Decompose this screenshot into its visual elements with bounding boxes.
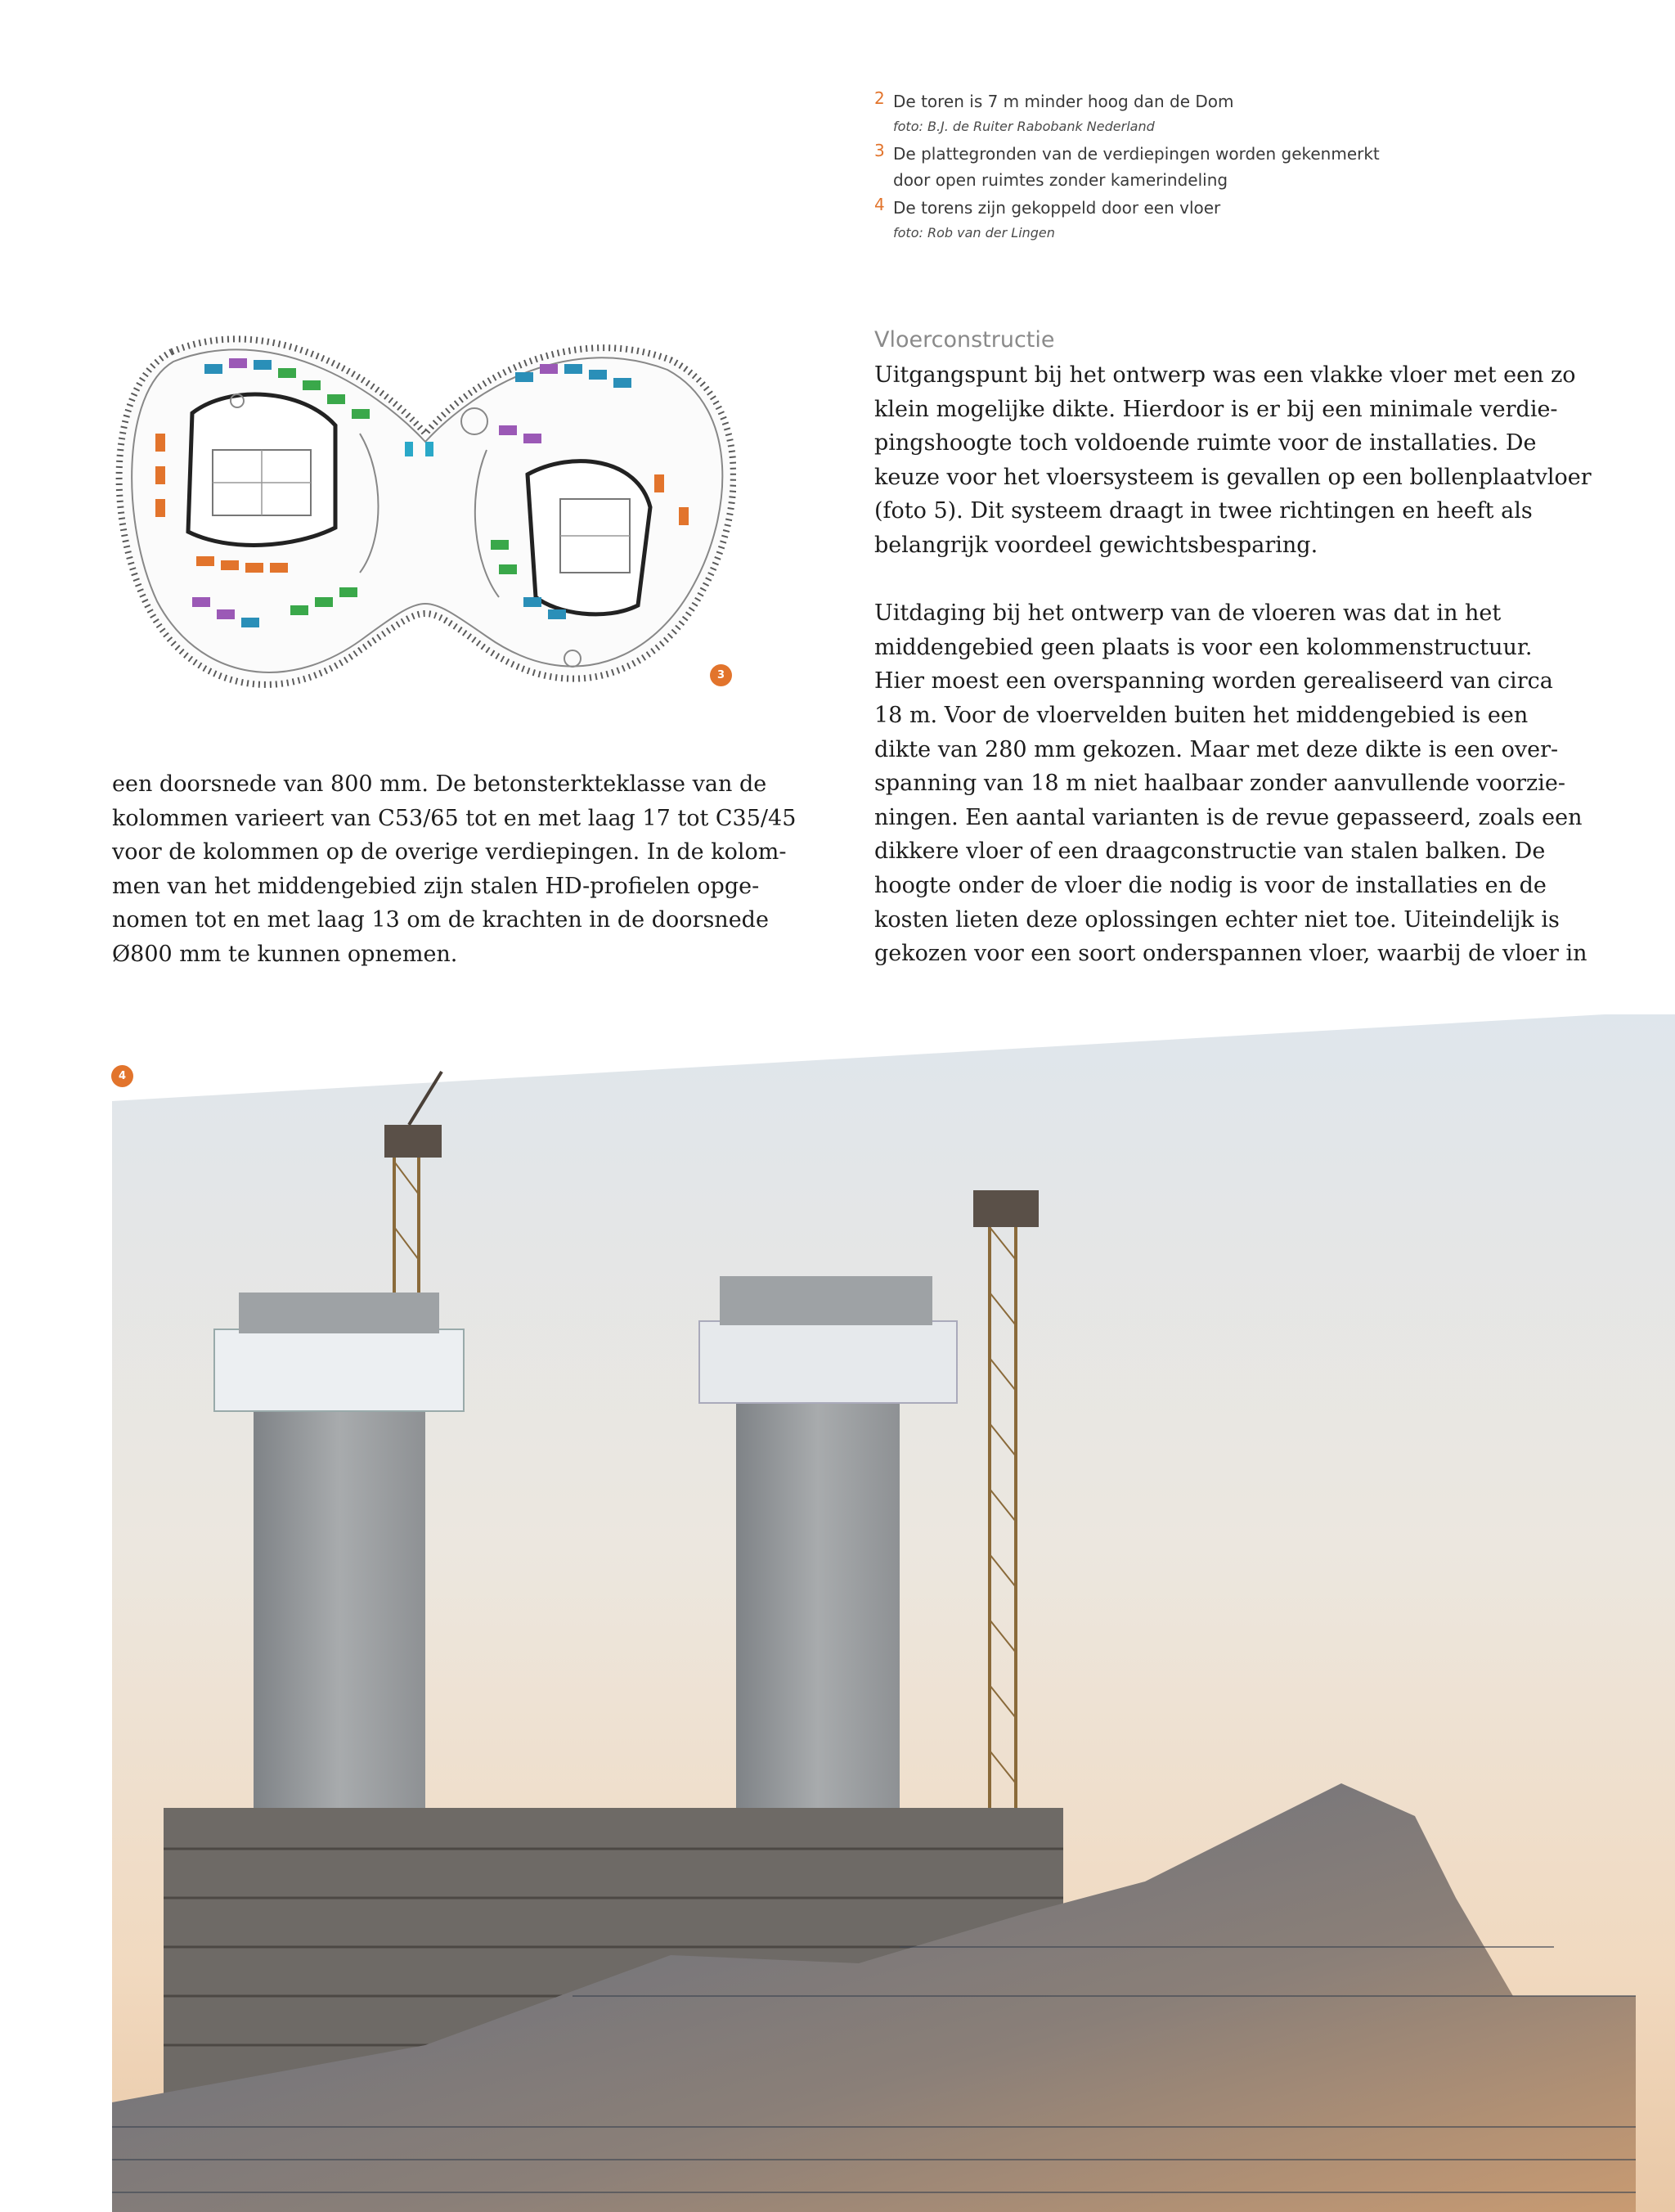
text-line: Hier moest een overspanning worden gerealiseerd van circa	[874, 668, 1553, 695]
text-line: een doorsnede van 800 mm. De betonsterkteklasse van de	[112, 771, 767, 797]
caption-number: 4	[874, 195, 885, 214]
caption-credit: foto: B.J. de Ruiter Rabobank Nederland	[893, 119, 1155, 134]
text-line: nomen tot en met laag 13 om de krachten in de doorsnede	[112, 907, 769, 933]
figure-badge-3: 3	[710, 664, 732, 686]
text-line: belangrijk voordeel gewichtsbesparing.	[874, 532, 1318, 558]
caption-text: door open ruimtes zonder kamerindeling	[893, 170, 1228, 190]
text-line: pingshoogte toch voldoende ruimte voor de installaties. De	[874, 430, 1537, 456]
figure-badge-4: 4	[111, 1065, 133, 1087]
text-line: kolommen varieert van C53/65 tot en met laag 17 tot C35/45	[112, 805, 797, 831]
caption-3	[874, 141, 1496, 193]
paragraph-gap	[874, 563, 1496, 597]
text-line: (foto 5). Dit systeem draagt in twee richtingen en heeft als	[874, 498, 1533, 524]
caption-number: 3	[874, 141, 885, 160]
caption-text: De toren is 7 m minder hoog dan de Dom	[893, 92, 1234, 111]
text-line: gekozen voor een soort onderspannen vloer, waarbij de vloer in	[874, 941, 1587, 967]
text-line: klein mogelijke dikte. Hierdoor is er bij een minimale verdie-	[874, 396, 1558, 422]
caption-2	[874, 88, 1496, 139]
text-line: voor de kolommen op de overige verdiepingen. In de kolom-	[112, 839, 787, 865]
text-line: middengebied geen plaats is voor een kolommenstructuur.	[874, 634, 1533, 660]
section-heading: Vloerconstructie	[874, 327, 1055, 353]
text-line: dikte van 280 mm gekozen. Maar met deze dikte is een over-	[874, 736, 1559, 762]
text-line: hoogte onder de vloer die nodig is voor de installaties en de	[874, 872, 1547, 898]
caption-text: De torens zijn gekoppeld door een vloer	[893, 198, 1221, 218]
caption-number: 2	[874, 88, 885, 108]
right-text-column	[874, 324, 1592, 971]
floor-plan-illustration	[115, 327, 736, 704]
text-line: spanning van 18 m niet haalbaar zonder aanvullende voorzie-	[874, 771, 1565, 797]
caption-credit: foto: Rob van der Lingen	[893, 225, 1055, 241]
text-line: Uitdaging bij het ontwerp van de vloeren was dat in het	[874, 600, 1502, 627]
text-line: kosten lieten deze oplossingen echter niet toe. Uiteindelijk is	[874, 906, 1560, 933]
text-line: 18 m. Voor de vloervelden buiten het middengebied is een	[874, 702, 1529, 728]
text-line: dikkere vloer of een draagconstructie van stalen balken. De	[874, 838, 1546, 865]
caption-text: De plattegronden van de verdiepingen worden gekenmerkt	[893, 144, 1380, 164]
text-line: keuze voor het vloersysteem is gevallen op een bollenplaatvloer	[874, 464, 1592, 490]
text-line: ningen. Een aantal varianten is de revue gepasseerd, zoals een	[874, 804, 1583, 830]
figure-captions	[874, 88, 1496, 247]
construction-photo	[0, 1014, 1675, 2212]
text-line: men van het middengebied zijn stalen HD-profielen opge-	[112, 873, 760, 899]
left-text-column	[112, 767, 797, 972]
text-line: Ø800 mm te kunnen opnemen.	[112, 941, 458, 967]
text-line: Uitgangspunt bij het ontwerp was een vlakke vloer met een zo	[874, 362, 1576, 388]
caption-4	[874, 195, 1496, 245]
